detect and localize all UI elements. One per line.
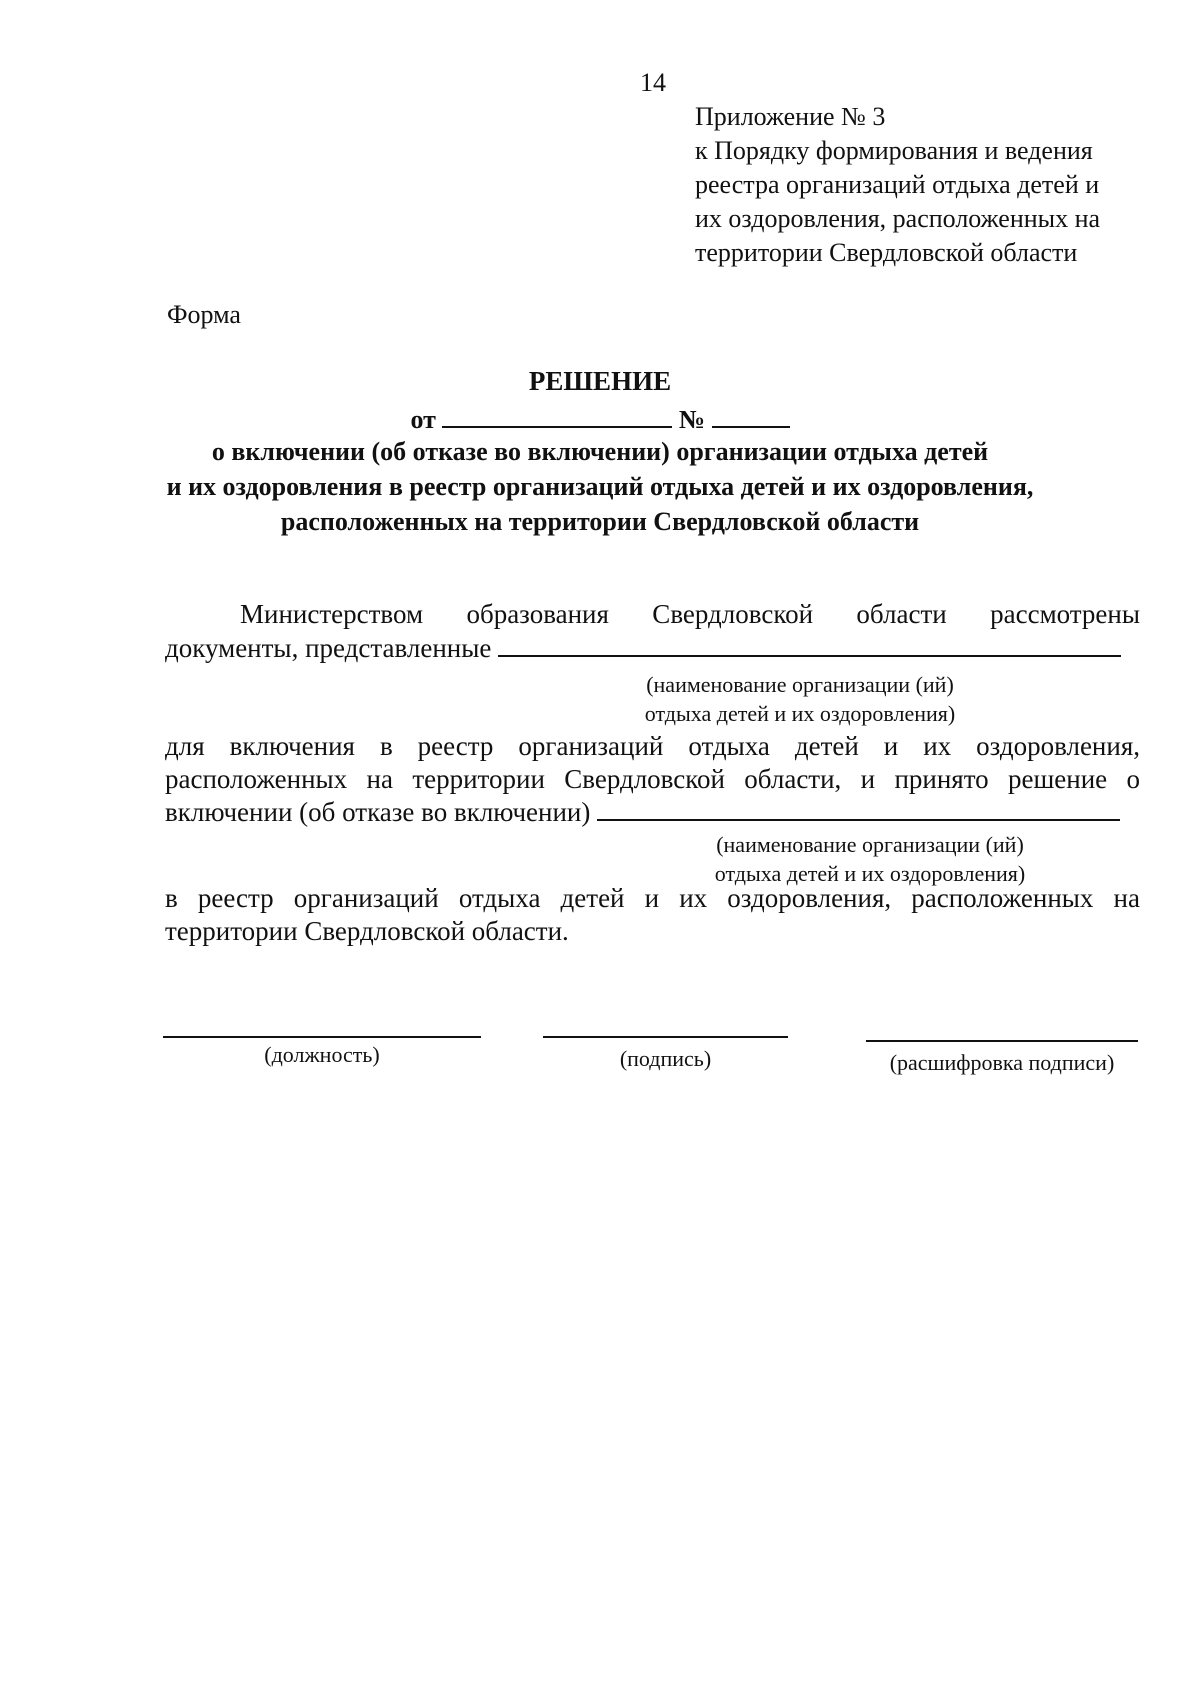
body-text: в реестр организаций отдыха детей и их оздоровления, расположенных на	[165, 883, 1140, 913]
number-label: №	[678, 405, 706, 434]
body-line-4	[165, 763, 1140, 796]
field-caption-1	[590, 670, 1010, 728]
caption-line: (наименование организации (ий)	[716, 832, 1024, 857]
signature-caption: (подпись)	[619, 1046, 712, 1071]
subject-line: о включении (об отказе во включении) организации отдыха детей	[211, 437, 989, 466]
body-text: включении (об отказе во включении)	[165, 797, 591, 827]
caption-line: отдыха детей и их оздоровления)	[644, 701, 956, 726]
document-title: РЕШЕНИЕ	[528, 366, 672, 396]
page-number: 14	[640, 68, 666, 97]
decision-organization-field[interactable]	[597, 797, 1120, 821]
appendix-header	[695, 100, 1165, 270]
date-from-label: от	[410, 405, 436, 434]
decision-subject	[0, 434, 1200, 539]
date-number-line	[0, 404, 1200, 435]
body-line-2	[165, 632, 1140, 665]
number-blank-field[interactable]	[712, 404, 790, 428]
caption-line: (наименование организации (ий)	[646, 672, 954, 697]
body-text: для включения в реестр организаций отдыха детей и их оздоровления,	[165, 731, 1140, 761]
subject-line: и их оздоровления в реестр организаций отдыха детей и их оздоровления,	[166, 472, 1034, 501]
appendix-line: Приложение № 3	[695, 102, 886, 131]
organization-name-field[interactable]	[498, 633, 1121, 657]
body-line-7	[165, 915, 1140, 948]
body-line-1	[240, 598, 1140, 631]
body-text: документы, представленные	[165, 633, 492, 663]
field-caption-2	[660, 830, 1080, 888]
body-line-3	[165, 730, 1140, 763]
position-signature-line[interactable]	[163, 1036, 481, 1038]
appendix-line: к Порядку формирования и ведения	[695, 136, 1093, 165]
decoding-caption: (расшифровка подписи)	[889, 1050, 1115, 1075]
decoding-signature-line[interactable]	[866, 1040, 1138, 1042]
body-text: расположенных на территории Свердловской области, и принято решение о	[165, 764, 1140, 794]
appendix-line: территории Свердловской области	[695, 238, 1078, 267]
signature-line[interactable]	[543, 1036, 788, 1038]
position-caption: (должность)	[264, 1042, 380, 1067]
appendix-line: их оздоровления, расположенных на	[695, 204, 1101, 233]
body-line-5	[165, 796, 1140, 829]
body-text: территории Свердловской области.	[165, 916, 569, 946]
subject-line: расположенных на территории Свердловской области	[280, 507, 920, 536]
body-text: Министерством образования Свердловской области рассмотрены	[240, 599, 1140, 629]
appendix-line: реестра организаций отдыха детей и	[695, 170, 1100, 199]
body-line-6	[165, 882, 1140, 915]
caption-line: отдыха детей и их оздоровления)	[714, 861, 1026, 886]
form-label: Форма	[167, 300, 241, 329]
date-blank-field[interactable]	[442, 404, 672, 428]
